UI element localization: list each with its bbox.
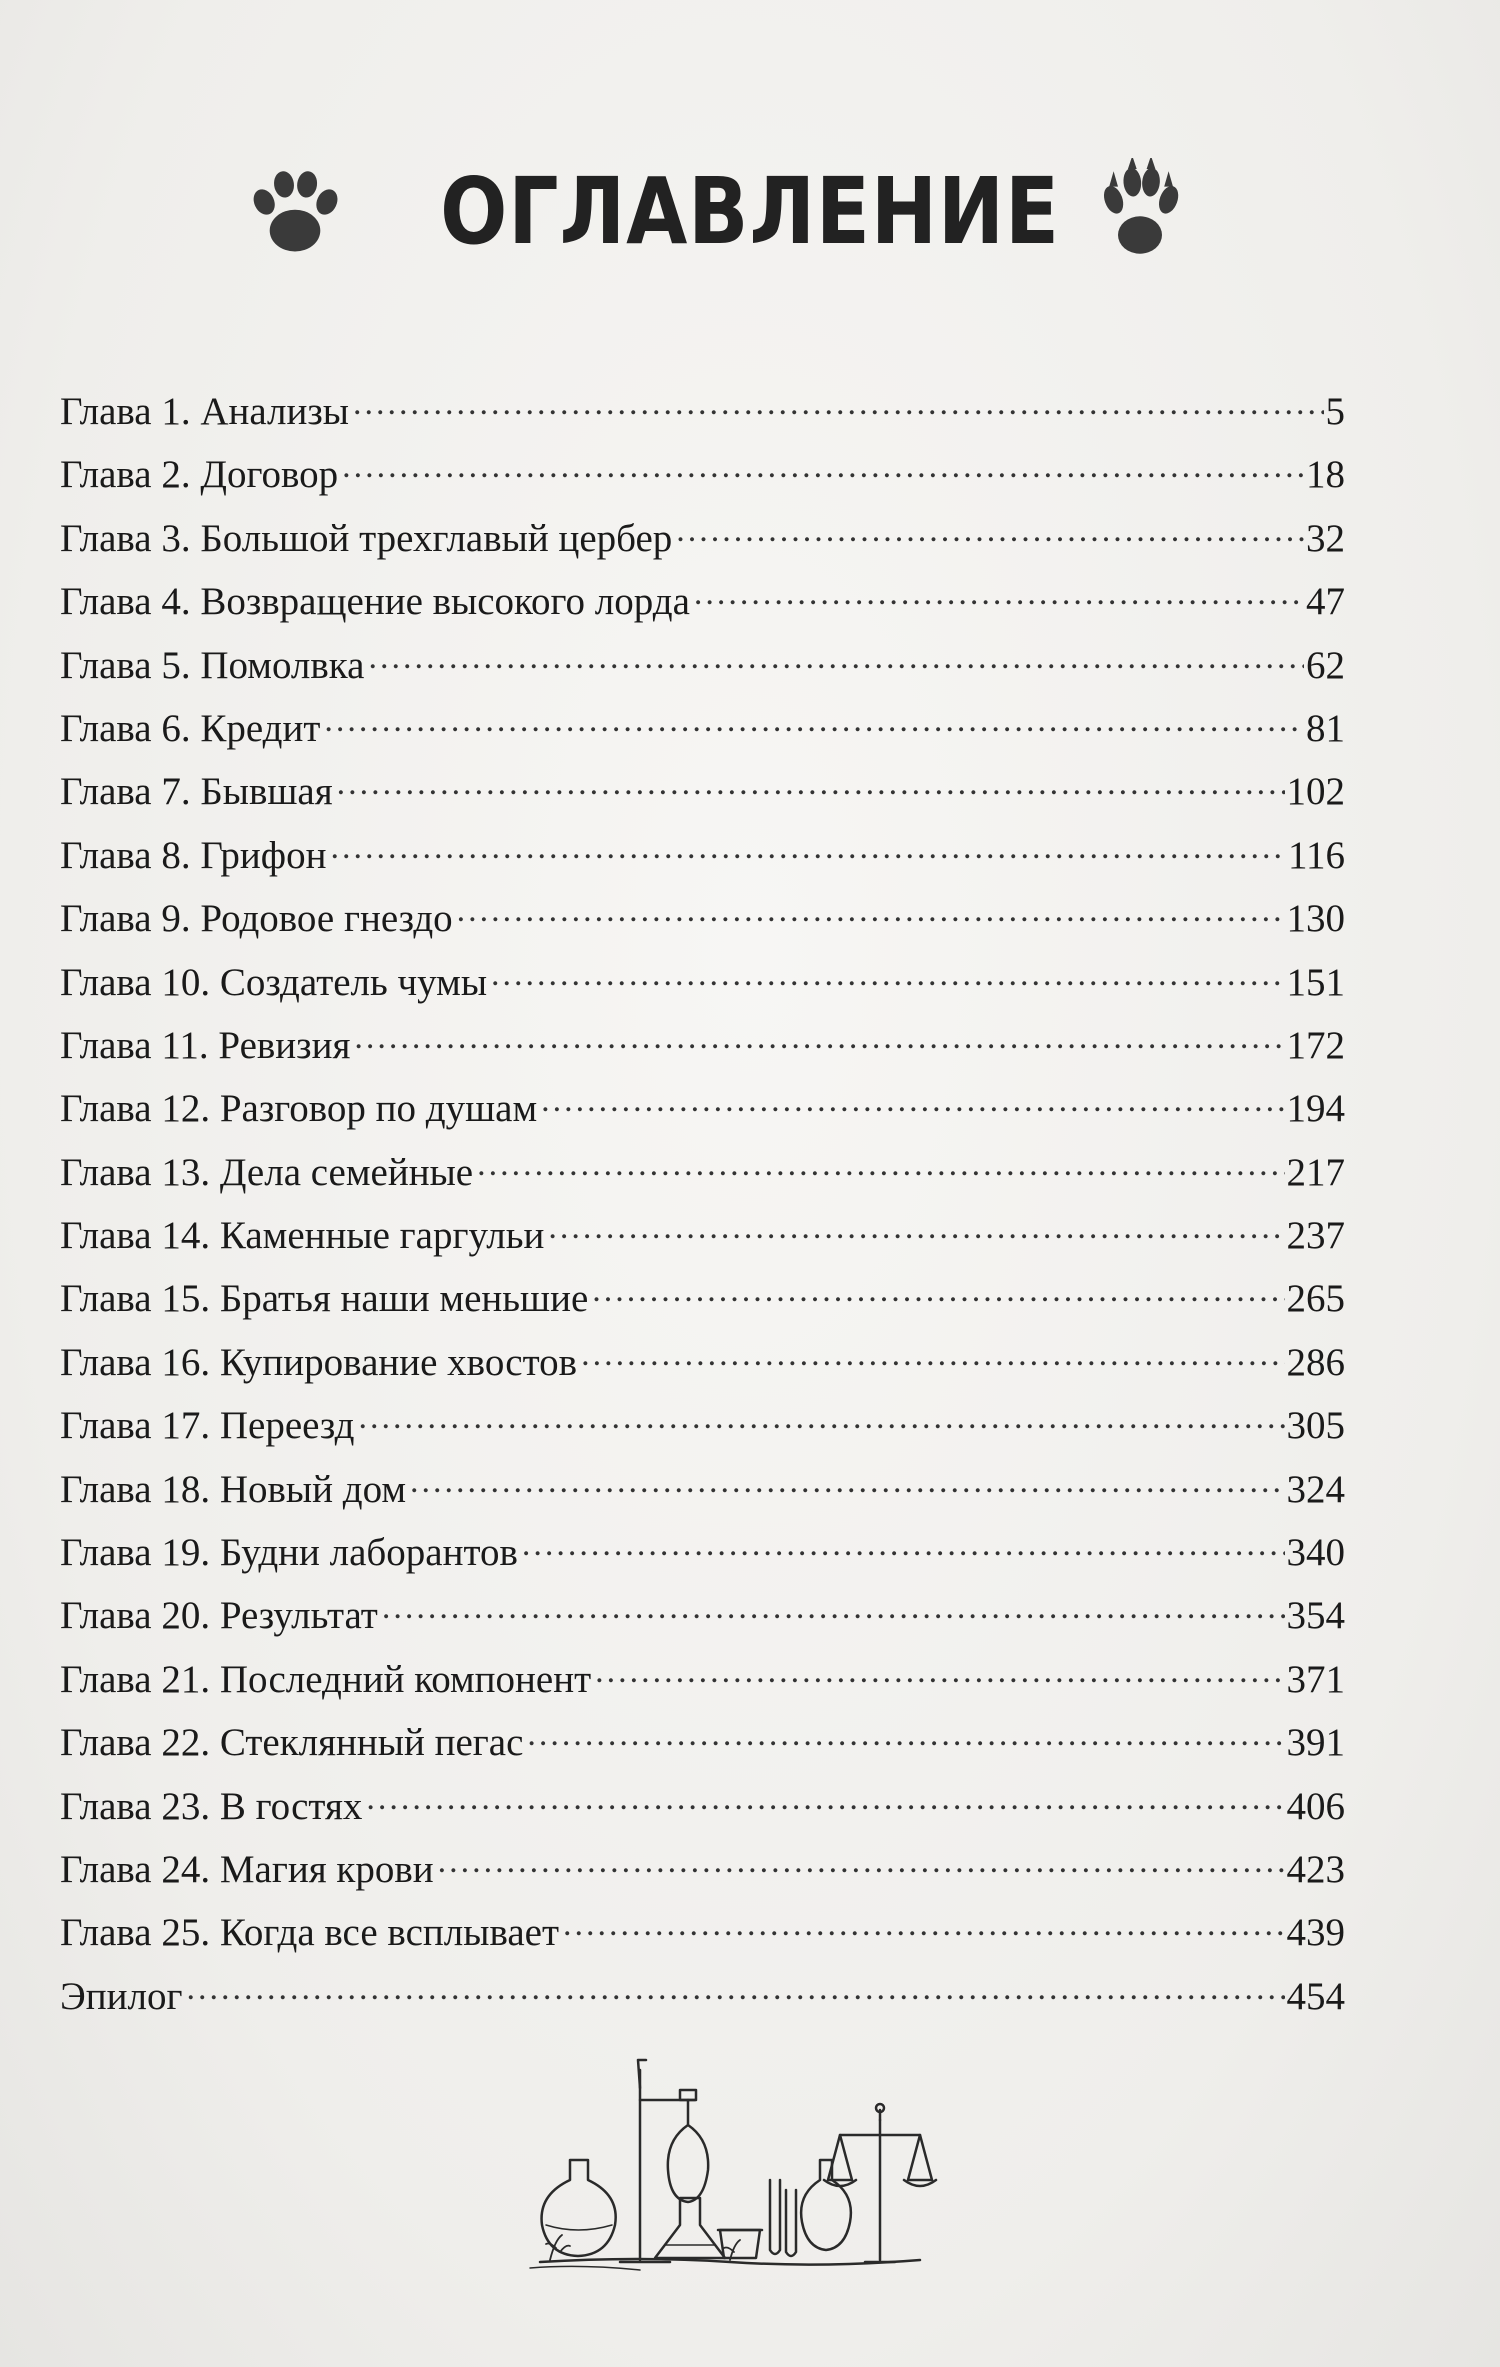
page-number: 371 — [1286, 1657, 1345, 1701]
page-number: 286 — [1286, 1340, 1345, 1384]
page-number: 5 — [1325, 390, 1345, 433]
toc-entry[interactable] — [60, 507, 1345, 570]
dot-leader — [692, 574, 1304, 614]
toc-entry[interactable] — [60, 1331, 1345, 1394]
page-number: 454 — [1286, 1974, 1345, 2018]
toc-entry[interactable] — [60, 1521, 1345, 1584]
page-number: 324 — [1286, 1467, 1345, 1511]
page-number: 32 — [1306, 516, 1345, 560]
page-number: 391 — [1286, 1721, 1345, 1765]
page-title: ОГЛАВЛЕНИЕ — [440, 158, 1060, 265]
toc-entry[interactable] — [60, 1394, 1345, 1457]
chapter-title: Глава 17. Переезд — [60, 1404, 355, 1448]
chapter-title: Глава 18. Новый дом — [60, 1467, 407, 1511]
dot-leader — [579, 1335, 1284, 1375]
chapter-title: Глава 15. Братья наши меньшие — [60, 1277, 589, 1321]
dot-leader — [352, 1018, 1284, 1058]
toc-entry[interactable] — [60, 1711, 1345, 1774]
dot-leader — [455, 891, 1285, 931]
toc-entry[interactable] — [60, 1838, 1345, 1901]
page-number: 406 — [1286, 1784, 1345, 1828]
toc-entry[interactable] — [60, 824, 1345, 887]
dot-leader — [593, 1652, 1284, 1692]
page-number: 116 — [1287, 833, 1345, 877]
toc-entry[interactable] — [60, 1204, 1345, 1267]
toc-entry[interactable] — [60, 1775, 1345, 1838]
toc-entry[interactable] — [60, 570, 1345, 633]
toc-entry[interactable] — [60, 1267, 1345, 1330]
page-number: 237 — [1286, 1214, 1345, 1258]
toc-entry[interactable] — [60, 1584, 1345, 1647]
dot-leader — [364, 1779, 1284, 1819]
dot-leader — [351, 384, 1324, 424]
chapter-title: Глава 13. Дела семейные — [60, 1150, 474, 1194]
page-number: 18 — [1306, 453, 1345, 497]
dot-leader — [546, 1208, 1284, 1248]
page-number: 340 — [1286, 1531, 1345, 1575]
paw-print-icon — [1085, 158, 1195, 268]
page-header — [0, 150, 1500, 280]
toc-entry[interactable] — [60, 1648, 1345, 1711]
chapter-title: Глава 7. Бывшая — [60, 770, 333, 814]
page-number: 217 — [1286, 1150, 1345, 1194]
chapter-title: Глава 20. Результат — [60, 1594, 378, 1638]
dot-leader — [380, 1588, 1285, 1628]
dot-leader — [520, 1525, 1285, 1565]
dot-leader — [590, 1271, 1284, 1311]
chapter-title: Глава 9. Родовое гнездо — [60, 897, 453, 941]
page-number: 265 — [1286, 1277, 1345, 1321]
chapter-title: Глава 11. Ревизия — [60, 1023, 351, 1067]
dot-leader — [322, 701, 1304, 741]
page-number: 81 — [1306, 706, 1345, 750]
dot-leader — [408, 1462, 1284, 1502]
toc-entry[interactable] — [60, 634, 1345, 697]
chapter-title: Глава 14. Каменные гаргульи — [60, 1214, 545, 1258]
dot-leader — [674, 511, 1304, 551]
page-number: 62 — [1306, 643, 1345, 687]
toc-entry[interactable] — [60, 1458, 1345, 1521]
chapter-title: Глава 3. Большой трехглавый цербер — [60, 516, 673, 560]
chapter-title: Глава 4. Возвращение высокого лорда — [60, 580, 690, 624]
toc-entry[interactable] — [60, 1077, 1345, 1140]
page-number: 102 — [1286, 770, 1345, 814]
toc-entry[interactable] — [60, 697, 1345, 760]
chapter-title: Глава 21. Последний компонент — [60, 1657, 592, 1701]
page-number: 151 — [1286, 960, 1345, 1004]
page-number: 194 — [1286, 1087, 1345, 1131]
laboratory-glassware-illustration — [520, 2030, 940, 2280]
chapter-title: Глава 22. Стеклянный пегас — [60, 1721, 524, 1765]
chapter-title: Глава 24. Магия крови — [60, 1847, 434, 1891]
chapter-title: Глава 23. В гостях — [60, 1784, 363, 1828]
chapter-title: Глава 8. Грифон — [60, 833, 327, 877]
dot-leader — [184, 1969, 1284, 2009]
chapter-title: Глава 2. Договор — [60, 453, 339, 497]
chapter-title: Глава 10. Создатель чумы — [60, 960, 488, 1004]
page-number: 439 — [1286, 1911, 1345, 1955]
dot-leader — [436, 1842, 1285, 1882]
toc-entry[interactable] — [60, 1901, 1345, 1964]
dot-leader — [328, 828, 1285, 868]
page-number: 130 — [1286, 897, 1345, 941]
chapter-title: Глава 12. Разговор по душам — [60, 1087, 538, 1131]
chapter-title: Глава 1. Анализы — [60, 390, 349, 433]
toc-entry[interactable] — [60, 380, 1345, 443]
toc-entry[interactable] — [60, 951, 1345, 1014]
dot-leader — [475, 1145, 1284, 1185]
dot-leader — [525, 1715, 1284, 1755]
toc-entry[interactable] — [60, 887, 1345, 950]
dot-leader — [356, 1398, 1284, 1438]
dot-leader — [561, 1905, 1284, 1945]
toc-entry[interactable] — [60, 1965, 1345, 2028]
toc-entry[interactable] — [60, 1014, 1345, 1077]
page-number: 305 — [1286, 1404, 1345, 1448]
page-number: 423 — [1286, 1847, 1345, 1891]
dot-leader — [366, 638, 1304, 678]
toc-entry[interactable] — [60, 443, 1345, 506]
page-number: 47 — [1306, 580, 1345, 624]
toc-entry[interactable] — [60, 760, 1345, 823]
chapter-title: Глава 16. Купирование хвостов — [60, 1340, 578, 1384]
chapter-title: Глава 6. Кредит — [60, 706, 321, 750]
dot-leader — [340, 447, 1304, 487]
page-number: 354 — [1286, 1594, 1345, 1638]
chapter-title: Глава 5. Помолвка — [60, 643, 365, 687]
chapter-title: Глава 25. Когда все всплывает — [60, 1911, 560, 1955]
chapter-title: Глава 19. Будни лаборантов — [60, 1531, 518, 1575]
dot-leader — [489, 955, 1284, 995]
dot-leader — [335, 764, 1285, 804]
toc-entry[interactable] — [60, 1141, 1345, 1204]
table-of-contents — [60, 380, 1345, 2028]
page-number: 172 — [1286, 1023, 1345, 1067]
chapter-title: Эпилог — [60, 1974, 183, 2018]
dot-leader — [539, 1081, 1284, 1121]
